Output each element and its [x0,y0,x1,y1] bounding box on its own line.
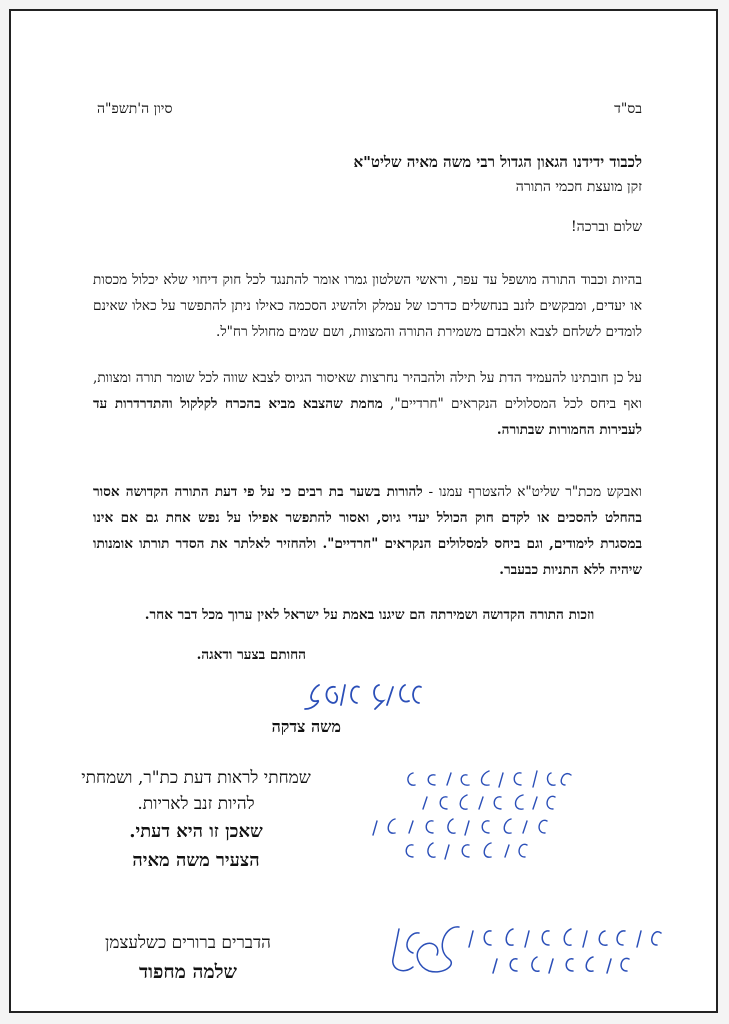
handwritten-note [351,763,581,883]
response-2-line-2: שלמה מחפוד [139,961,237,983]
response-line-4: הצעיר משה מאיה [132,850,260,871]
signer-1-name: משה צדקה [271,717,341,736]
hebrew-date: סיון ה'תשפ"ה [97,101,173,117]
response-line-3: שאכן זו היא דעתי. [129,821,263,842]
paragraph-2-text: על כן חובתינו להעמיד הדת על תילה ולהבהיר נחרצות שאיסור הגיוס לצבא שווה לכל שומר תורה ומצוות, ואף ביחס לכל המסלולים הנקראים "חרדיים", [93,370,643,412]
paragraph-2-bold: מחמת שהצבא מביא בהכרח לקלקול והתדרדרות עד לעבירות החמורות שבתורה. [93,396,642,438]
paragraph-3 [93,479,642,583]
paragraph-1: בהיות וכבוד התורה מושפל עד עפר, וראשי השלטון גמרו אומר להתנגד לכל חוק דיחוי שלא יכלול מכסות או יעדים, ומבקשים לזנב בנחשלים כדרכו של עמלק ולהשיג הסכמה כאילו ניתן להתפשר על כאלו שאינם לומדים לשלחם לצבא ולאבדם משמירת התורה והמצוות, ושם שמים מחולל רח"ל. [93,272,642,340]
paragraph-2 [93,365,642,443]
response-2-line-1: הדברים ברורים כשלעצמן [105,933,271,953]
response-2-block [38,929,338,987]
recipient-line: לכבוד ידידנו הגאון הגדול רבי משה מאיה שליט"א [353,153,642,171]
response-block [46,765,346,875]
bsd-header: בס"ד [614,101,642,117]
letter-page [9,9,718,1013]
paragraph-3-text: ואבקש מכת"ר שליט"א להצטרף עמנו - [422,484,642,500]
closing-line: וזכות התורה הקדושה ושמירתה הם שיגנו באמת על ישראל לאין ערוך מכל דבר אחר. [144,607,595,623]
response-line-1: שמחתי לראות דעת כת"ר, ושמחתי [81,768,311,788]
response-line-2: להיות זנב לאריות. [137,794,255,814]
greeting: שלום וברכה! [571,219,642,235]
recipient-title: זקן מועצת חכמי התורה [515,179,642,195]
paragraph-3-bold: להורות בשער בת רבים כי על פי דעת התורה הקדושה אסור בהחלט להסכים או לקדם חוק הכולל יעדי גיוס, ואסור להתפשר אפילו על נפש אחת גם אם אינו במסגרת לימודים, וגם ביחס למסלולים הנקראים "חרדיים". ולהחזיר לאלתר את הסדר תורתו אומנותו שיהיה ללא התניות כבעבר. [93,484,642,578]
handwritten-signature-1 [301,679,431,715]
handwritten-signature-3 [379,919,669,989]
signoff: החותם בצער ודאגה. [196,647,306,663]
